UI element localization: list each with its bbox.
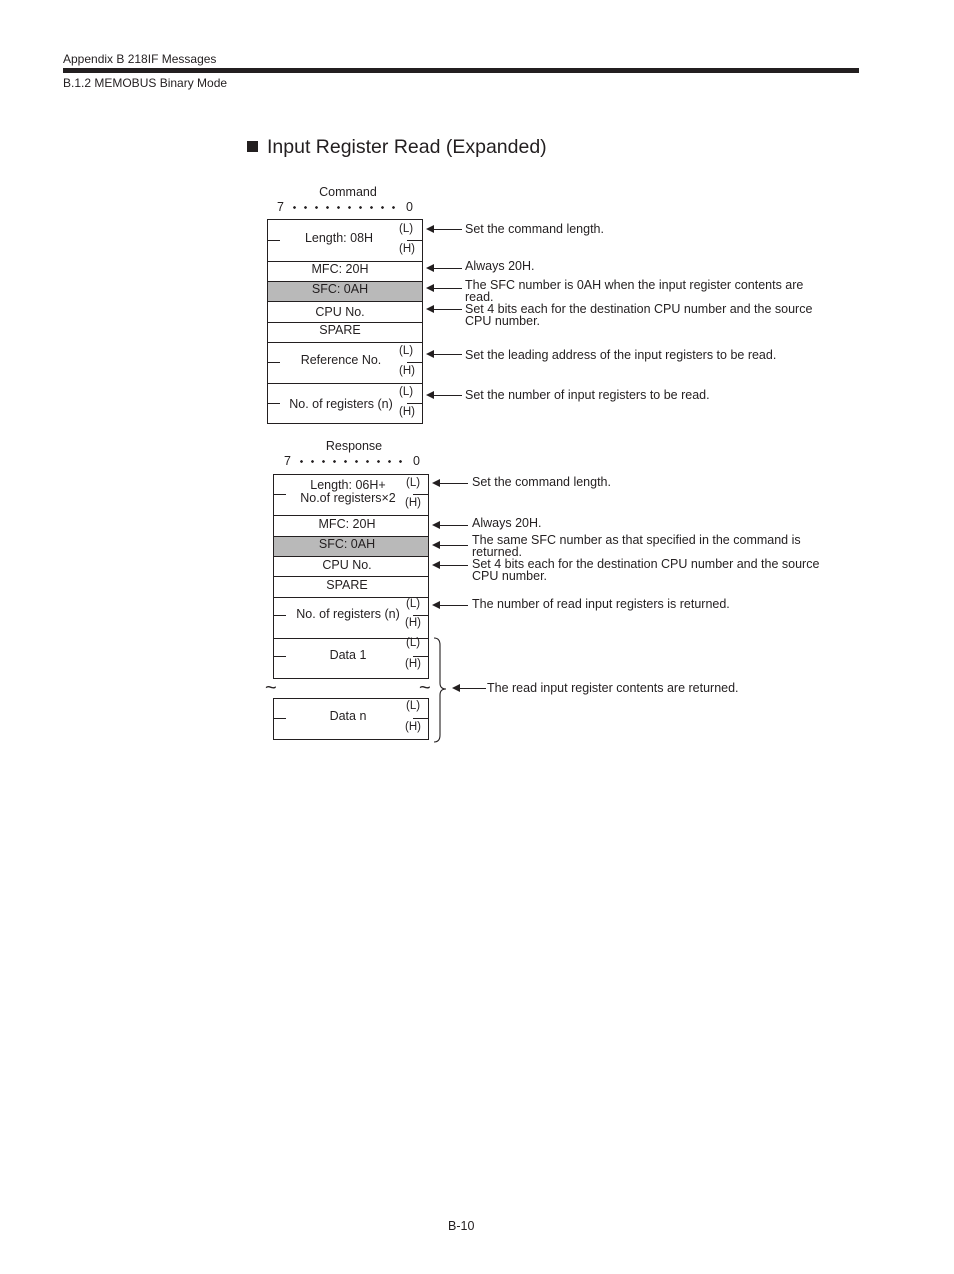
response-mfc-note: Always 20H. [472,516,542,530]
response-length-note: Set the command length. [472,475,611,489]
page-title: Input Register Read (Expanded) [267,136,547,158]
command-bit-dots [289,206,399,209]
response-length-low: (L) [406,477,421,489]
command-reference-high: (H) [399,365,415,377]
response-data-note: The read input register contents are returned. [487,681,739,695]
response-data1-left-tick [274,656,286,657]
command-length-low: (L) [399,223,414,235]
command-reference-label: Reference No. [300,353,382,367]
response-sfc-note: The same SFC number as that specified in the command is returned. [472,533,801,559]
command-cpu-arrow [428,309,462,310]
response-spare-label: SPARE [326,578,368,592]
response-datan-low: (L) [406,700,421,712]
response-bit-dots [296,460,406,463]
square-bullet-icon [247,141,258,152]
command-reference-arrow [428,354,462,355]
command-mfc-label: MFC: 20H [311,262,369,276]
command-reference-note: Set the leading address of the input registers to be read. [465,348,777,362]
response-mfc-label: MFC: 20H [318,517,376,531]
response-mfc-arrow [434,525,468,526]
command-registers-arrow [428,395,462,396]
response-data1-high: (H) [405,658,421,670]
response-registers-high: (H) [405,617,421,629]
command-registers-label: No. of registers (n) [289,397,393,411]
command-bit-low: 0 [406,200,413,214]
command-mfc-arrow [428,268,462,269]
response-length-left-tick [274,494,286,495]
response-data1-divider [413,656,429,657]
command-length-left-tick [268,240,280,241]
response-length-arrow [434,483,468,484]
response-registers-divider [413,615,429,616]
break-mark-left: ~ [265,677,277,699]
command-length-label: Length: 08H [304,231,374,245]
command-registers-note: Set the number of input registers to be read. [465,388,710,402]
response-data1-label: Data 1 [329,648,367,662]
command-length-high: (H) [399,243,415,255]
response-datan-divider [413,718,429,719]
response-caption: Response [325,439,383,453]
command-length-arrow [428,229,462,230]
data-brace-icon [432,637,448,743]
command-sfc-note: The SFC number is 0AH when the input register contents are read. [465,278,804,304]
header-rule [63,68,859,73]
response-bit-high: 7 [284,454,291,468]
response-cpu-label: CPU No. [322,558,372,572]
response-registers-left-tick [274,615,286,616]
response-sfc-arrow [434,545,468,546]
command-length-divider [407,240,423,241]
response-cpu-arrow [434,565,468,566]
response-registers-note: The number of read input registers is returned. [472,597,730,611]
response-registers-label: No. of registers (n) [296,607,400,621]
response-bit-low: 0 [413,454,420,468]
response-data-arrow [454,688,486,689]
command-registers-divider [407,403,423,404]
command-registers-low: (L) [399,386,414,398]
response-registers-arrow [434,605,468,606]
page-number: B-10 [448,1219,475,1233]
command-caption: Command [319,185,377,199]
response-registers-low: (L) [406,598,421,610]
response-sfc-label: SFC: 0AH [318,537,376,551]
response-data1-low: (L) [406,637,421,649]
command-registers-left-tick [268,403,280,404]
response-datan-high: (H) [405,721,421,733]
command-cpu-note: Set 4 bits each for the destination CPU number and the source CPU number. [465,302,813,328]
response-datan-label: Data n [329,709,367,723]
chapter-header: Appendix B 218IF Messages [63,52,217,66]
command-sfc-arrow [428,288,462,289]
response-length-high: (H) [405,497,421,509]
command-reference-low: (L) [399,345,414,357]
response-datan-left-tick [274,718,286,719]
command-registers-high: (H) [399,406,415,418]
command-length-note: Set the command length. [465,222,604,236]
response-length-label: Length: 06H+ No.of registers×2 [300,478,396,505]
command-bit-high: 7 [277,200,284,214]
response-length-divider [413,494,429,495]
command-sfc-label: SFC: 0AH [311,282,369,296]
command-cpu-label: CPU No. [315,305,365,319]
section-header: B.1.2 MEMOBUS Binary Mode [63,76,228,90]
command-reference-divider [407,362,423,363]
command-mfc-note: Always 20H. [465,259,535,273]
command-reference-left-tick [268,362,280,363]
command-spare-label: SPARE [319,323,361,337]
response-cpu-note: Set 4 bits each for the destination CPU number and the source CPU number. [472,557,820,583]
break-mark-right: ~ [419,677,431,699]
